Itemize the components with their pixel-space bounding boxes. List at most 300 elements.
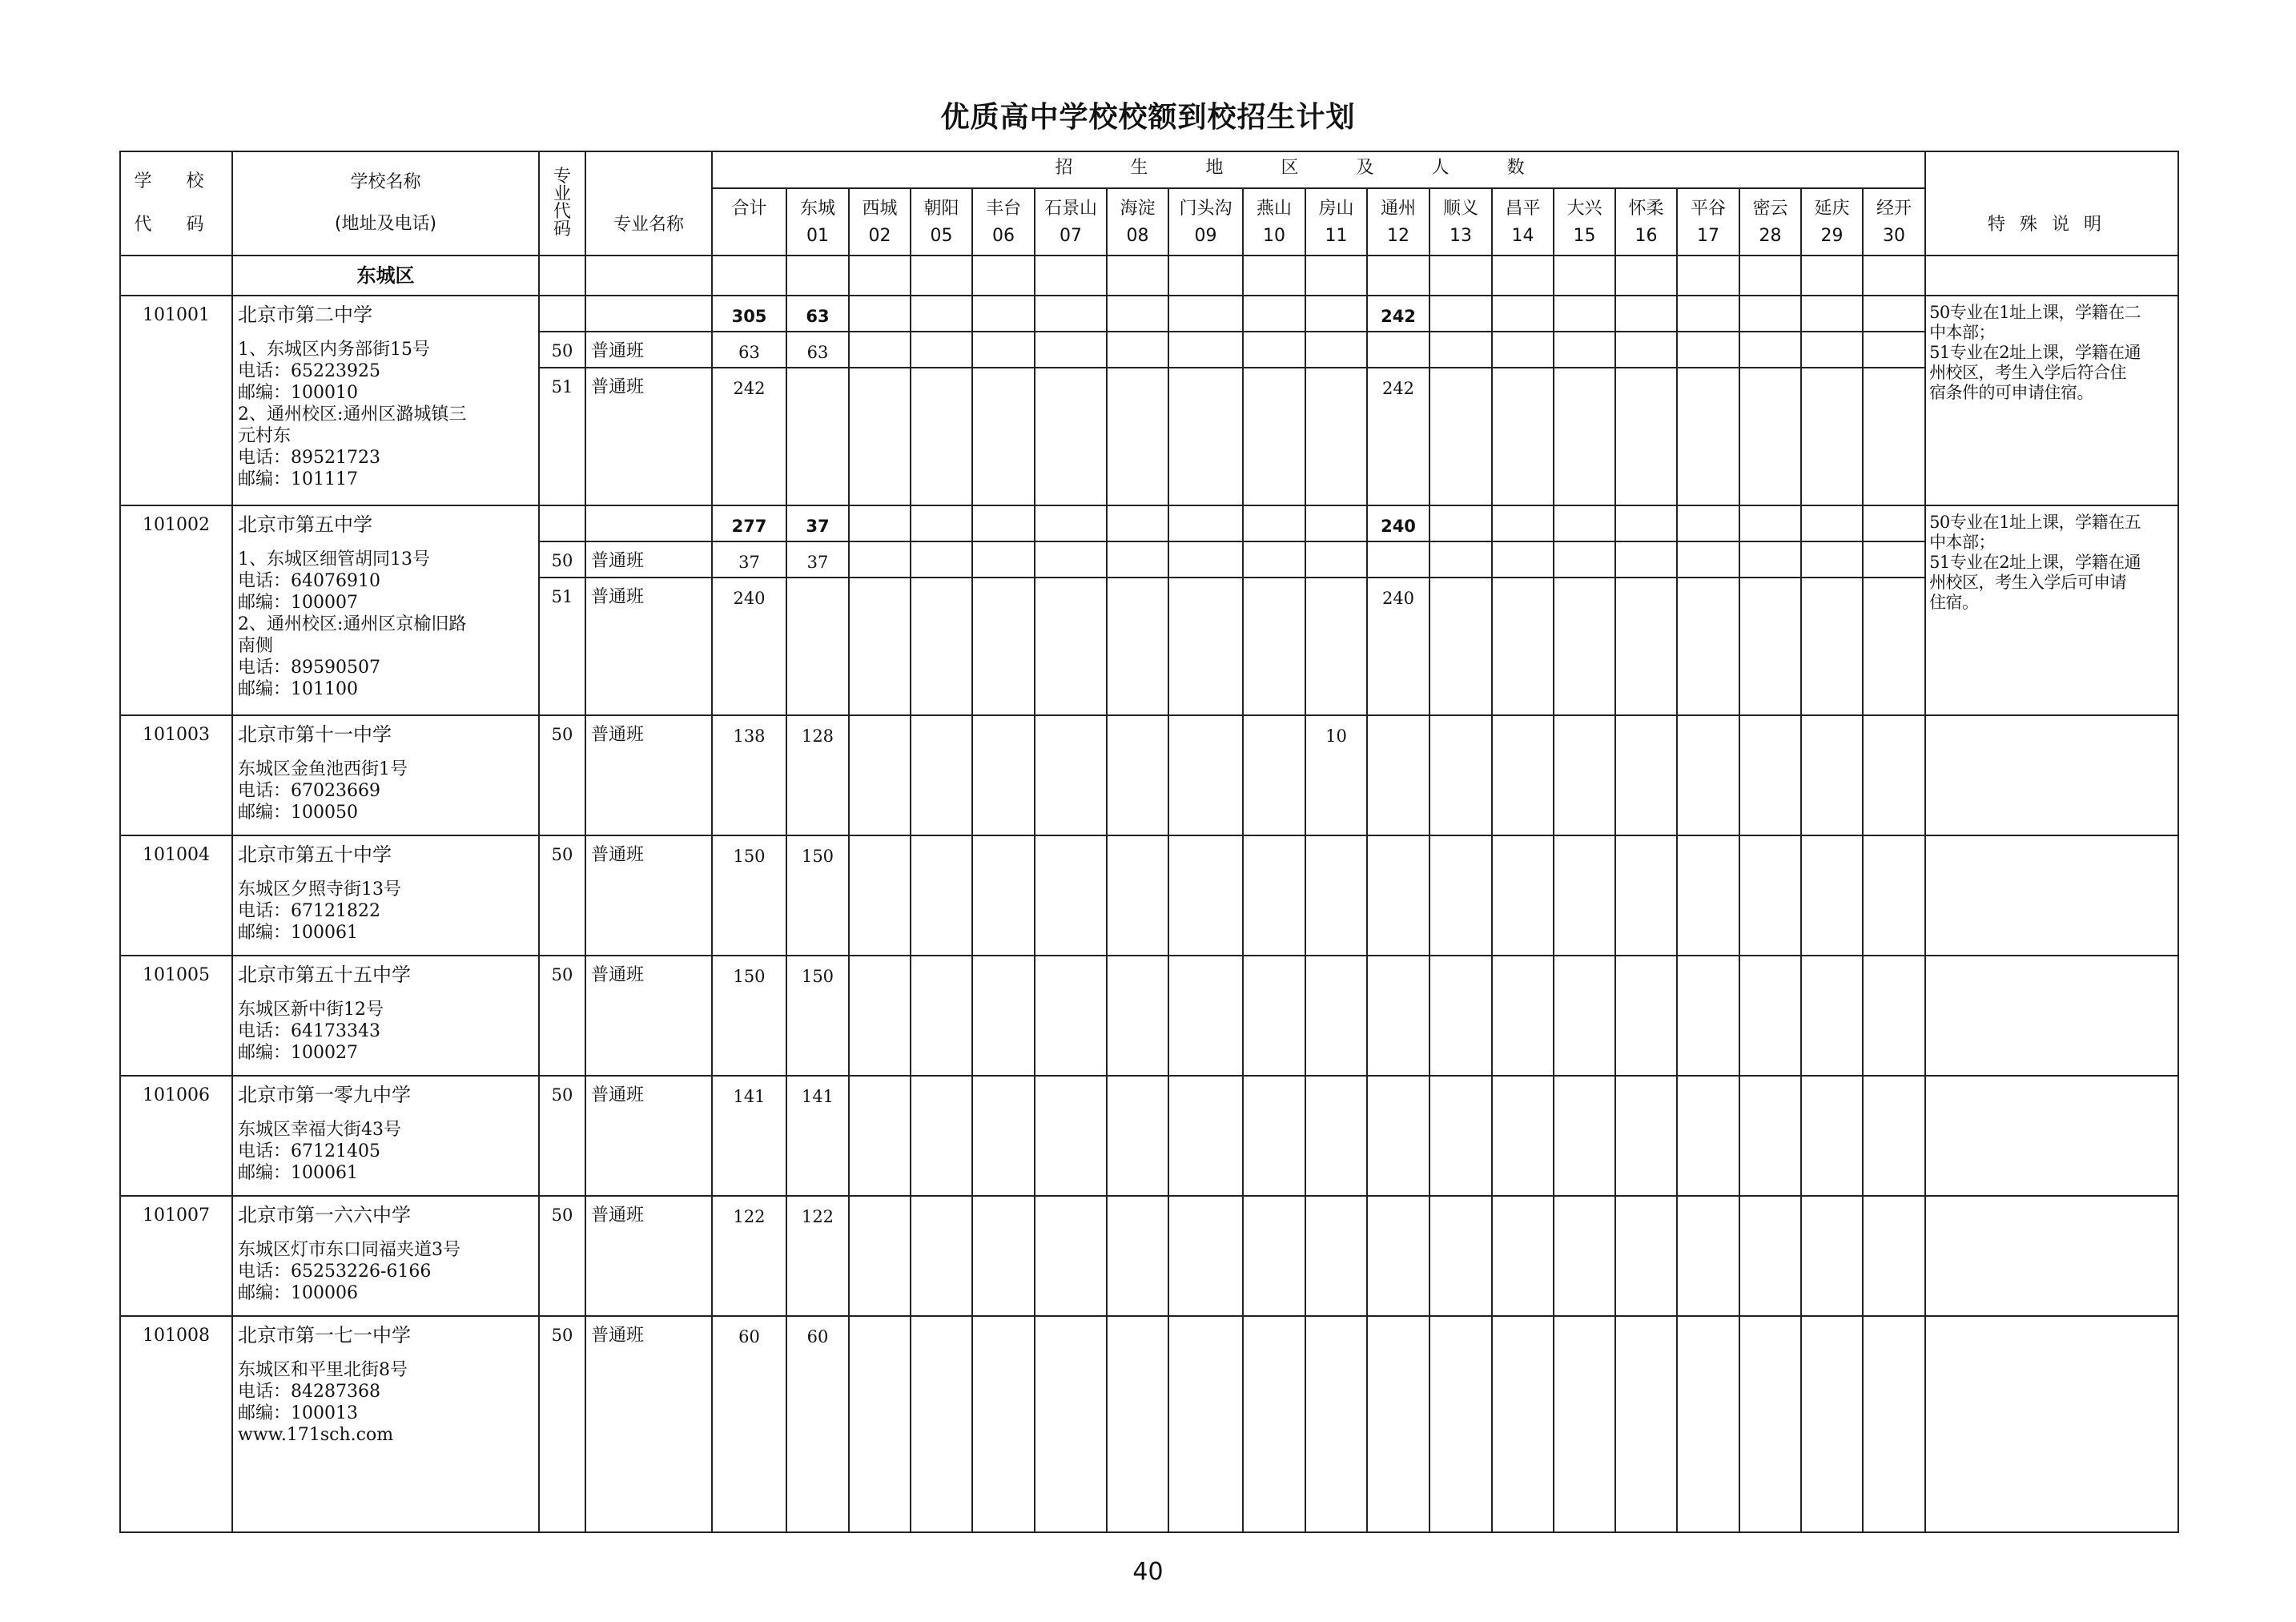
major-name: 普通班 [585,332,712,368]
quota-cell-01: 122 [786,1196,849,1316]
quota-cell-11 [1305,296,1367,332]
quota-cell-13 [1429,1316,1492,1532]
quota-cell-15 [1554,1076,1615,1196]
header-column-code: 17 [1697,226,1719,246]
quota-cell-total: 305 [712,296,786,332]
school-address-line: 电话：64076910 [238,571,380,591]
quota-cell-02 [849,296,911,332]
header-row-top [120,151,2178,188]
quota-cell-01: 60 [786,1316,849,1532]
quota-cell-08 [1107,578,1168,715]
school-info [232,835,539,956]
special-note-line: 州校区，考生入学后符合住 [1929,363,2127,382]
school-address-line: 邮编：100061 [238,923,358,943]
quota-cell-16 [1615,505,1677,541]
school-row [120,1316,2178,1532]
header-column-05 [911,188,972,256]
major-code: 50 [539,332,585,368]
quota-cell-29 [1801,956,1863,1076]
quota-cell-05 [911,1316,972,1532]
header-column-16 [1615,188,1677,256]
quota-cell-12: 240 [1367,505,1429,541]
quota-cell-05 [911,578,972,715]
quota-cell-02 [849,1076,911,1196]
school-info [232,1196,539,1316]
header-column-28 [1739,188,1801,256]
major-code: 50 [539,1076,585,1196]
district-empty-cell [1492,256,1554,296]
quota-cell-11 [1305,578,1367,715]
quota-cell-11 [1305,956,1367,1076]
quota-cell-01: 63 [786,332,849,368]
quota-cell-05 [911,368,972,505]
school-address-line: 邮编：100013 [238,1403,358,1423]
quota-cell-12: 242 [1367,368,1429,505]
quota-cell-14 [1492,1076,1554,1196]
header-column-code: 28 [1759,226,1782,246]
quota-cell-total: 37 [712,541,786,578]
school-row [120,835,2178,956]
special-note-line: 住宿。 [1929,593,1979,612]
special-note [1925,505,2178,715]
quota-cell-01 [786,578,849,715]
special-note-line: 51专业在2址上课，学籍在通 [1929,343,2141,362]
quota-cell-10 [1243,505,1305,541]
quota-cell-10 [1243,956,1305,1076]
major-name [585,296,712,332]
quota-cell-16 [1615,296,1677,332]
major-name: 普通班 [585,1196,712,1316]
quota-cell-total: 63 [712,332,786,368]
quota-cell-05 [911,332,972,368]
header-column-30 [1863,188,1925,256]
district-empty-cell [1677,256,1739,296]
header-column-07 [1035,188,1107,256]
quota-cell-17 [1677,541,1739,578]
quota-cell-16 [1615,1076,1677,1196]
school-address-line: 2、通州校区:通州区潞城镇三 [238,404,467,425]
enrollment-plan-table [119,151,2179,1533]
quota-cell-06 [972,1196,1035,1316]
header-column-name: 怀柔 [1628,199,1664,219]
quota-cell-07 [1035,956,1107,1076]
header-column-code: 09 [1194,226,1217,246]
major-code: 50 [539,715,585,835]
quota-cell-08 [1107,1316,1168,1532]
quota-cell-10 [1243,332,1305,368]
quota-cell-07 [1035,715,1107,835]
quota-cell-total: 150 [712,835,786,956]
school-address-line: 电话：64173343 [238,1021,380,1041]
quota-cell-total: 277 [712,505,786,541]
special-note-line: 州校区，考生入学后可申请 [1929,573,2127,592]
district-empty-cell [1243,256,1305,296]
header-column-13 [1429,188,1492,256]
header-column-name: 延庆 [1814,199,1850,219]
quota-cell-13 [1429,1196,1492,1316]
major-name: 普通班 [585,835,712,956]
major-code: 50 [539,835,585,956]
header-column-code: 08 [1126,226,1149,246]
quota-cell-06 [972,332,1035,368]
quota-cell-15 [1554,715,1615,835]
quota-cell-13 [1429,578,1492,715]
quota-cell-17 [1677,1316,1739,1532]
quota-cell-13 [1429,296,1492,332]
quota-cell-01 [786,368,849,505]
quota-cell-14 [1492,715,1554,835]
school-address-line: 邮编：100027 [238,1043,358,1063]
school-name: 北京市第五中学 [238,513,372,536]
quota-cell-13 [1429,368,1492,505]
quota-cell-17 [1677,505,1739,541]
district-empty-cell [1367,256,1429,296]
quota-cell-12 [1367,1316,1429,1532]
school-address-line: 1、东城区内务部街15号 [238,340,430,360]
quota-cell-14 [1492,296,1554,332]
school-info [232,715,539,835]
quota-cell-15 [1554,1316,1615,1532]
quota-cell-29 [1801,715,1863,835]
quota-cell-01: 150 [786,956,849,1076]
quota-cell-02 [849,1196,911,1316]
quota-cell-07 [1035,332,1107,368]
district-empty-cell [1739,256,1801,296]
quota-cell-28 [1739,505,1801,541]
header-column-name: 丰台 [985,199,1021,219]
quota-cell-11 [1305,1196,1367,1316]
quota-cell-28 [1739,1196,1801,1316]
quota-cell-17 [1677,835,1739,956]
header-column-name: 顺义 [1442,199,1478,219]
school-address-line: 邮编：101117 [238,469,358,489]
quota-cell-11: 10 [1305,715,1367,835]
quota-cell-10 [1243,835,1305,956]
header-column-name: 密云 [1752,199,1788,219]
quota-cell-02 [849,505,911,541]
quota-cell-17 [1677,715,1739,835]
school-address-line: 东城区幸福大街43号 [238,1120,401,1140]
major-code: 50 [539,956,585,1076]
school-address-line: 东城区新中街12号 [238,1000,384,1020]
school-name: 北京市第一六六中学 [238,1204,411,1226]
district-empty-cell [712,256,786,296]
major-code [539,505,585,541]
quota-cell-07 [1035,835,1107,956]
school-address-line: www.171sch.com [238,1425,394,1445]
school-name: 北京市第一七一中学 [238,1324,411,1346]
quota-cell-12: 240 [1367,578,1429,715]
quota-cell-17 [1677,956,1739,1076]
quota-cell-28 [1739,296,1801,332]
quota-cell-09 [1168,578,1243,715]
header-column-code: 29 [1820,226,1844,246]
quota-cell-06 [972,956,1035,1076]
school-address-line: 1、东城区细管胡同13号 [238,549,430,570]
school-address-line: 东城区金鱼池西街1号 [238,759,408,779]
quota-cell-08 [1107,1196,1168,1316]
major-name: 普通班 [585,715,712,835]
quota-cell-17 [1677,1196,1739,1316]
district-empty-cell [911,256,972,296]
quota-cell-11 [1305,1316,1367,1532]
quota-cell-15 [1554,956,1615,1076]
quota-cell-30 [1863,956,1925,1076]
quota-cell-15 [1554,1196,1615,1316]
school-name: 北京市第十一中学 [238,723,392,746]
quota-cell-02 [849,1316,911,1532]
school-address-line: 邮编：100061 [238,1163,358,1183]
major-name [585,505,712,541]
header-column-name: 合计 [731,199,767,219]
header-major-code-char: 专 [553,167,571,187]
header-column-code: 11 [1325,226,1348,246]
quota-cell-12 [1367,956,1429,1076]
quota-cell-16 [1615,1316,1677,1532]
quota-cell-29 [1801,1076,1863,1196]
header-column-name: 通州 [1380,199,1416,219]
quota-cell-08 [1107,332,1168,368]
quota-cell-12 [1367,1076,1429,1196]
header-column-15 [1554,188,1615,256]
quota-cell-08 [1107,715,1168,835]
quota-cell-09 [1168,296,1243,332]
header-column-09 [1168,188,1243,256]
header-major-name [585,151,712,256]
major-code: 50 [539,1196,585,1316]
quota-cell-total: 150 [712,956,786,1076]
header-column-name: 大兴 [1566,199,1602,219]
quota-cell-08 [1107,835,1168,956]
special-note-line: 50专业在1址上课，学籍在二 [1929,303,2141,322]
header-school-code-line: 代 码 [134,215,219,235]
quota-cell-28 [1739,956,1801,1076]
school-code: 101004 [120,835,232,956]
header-column-06 [972,188,1035,256]
school-code: 101006 [120,1076,232,1196]
quota-cell-07 [1035,541,1107,578]
quota-cell-30 [1863,296,1925,332]
school-name: 北京市第五十中学 [238,843,392,866]
district-empty-cell [585,256,712,296]
quota-cell-14 [1492,835,1554,956]
quota-cell-30 [1863,1076,1925,1196]
quota-cell-12: 242 [1367,296,1429,332]
quota-cell-11 [1305,835,1367,956]
major-name: 普通班 [585,1076,712,1196]
quota-cell-09 [1168,368,1243,505]
major-name: 普通班 [585,541,712,578]
quota-cell-28 [1739,368,1801,505]
header-column-code: 07 [1060,226,1082,246]
quota-cell-09 [1168,541,1243,578]
quota-cell-17 [1677,332,1739,368]
quota-cell-14 [1492,332,1554,368]
school-code: 101003 [120,715,232,835]
quota-cell-05 [911,296,972,332]
header-major-code-char: 业 [553,184,571,204]
major-code [539,296,585,332]
quota-cell-17 [1677,368,1739,505]
header-column-name: 燕山 [1256,199,1292,219]
header-region-title-label: 招生地区及人数 [1055,158,1582,178]
school-address-line: 东城区夕照寺街13号 [238,879,401,900]
district-empty-cell [1429,256,1492,296]
school-row [120,1196,2178,1316]
quota-cell-05 [911,541,972,578]
header-column-17 [1677,188,1739,256]
quota-cell-29 [1801,332,1863,368]
quota-cell-13 [1429,541,1492,578]
quota-cell-13 [1429,715,1492,835]
quota-cell-12 [1367,332,1429,368]
header-column-code: 01 [806,226,829,246]
school-address-line: 电话：67121822 [238,901,380,921]
quota-cell-05 [911,1076,972,1196]
school-info [232,505,539,715]
quota-cell-29 [1801,541,1863,578]
quota-cell-08 [1107,505,1168,541]
quota-cell-13 [1429,1076,1492,1196]
quota-cell-17 [1677,1076,1739,1196]
major-code: 51 [539,368,585,505]
quota-cell-29 [1801,505,1863,541]
district-empty-cell [786,256,849,296]
school-address-line: 邮编：100007 [238,593,358,613]
quota-cell-29 [1801,1316,1863,1532]
header-column-01 [786,188,849,256]
school-code: 101002 [120,505,232,715]
quota-cell-13 [1429,505,1492,541]
quota-cell-14 [1492,956,1554,1076]
header-column-name: 门头沟 [1179,199,1232,219]
quota-cell-02 [849,715,911,835]
school-address-line: 电话：65223925 [238,361,380,381]
quota-cell-13 [1429,835,1492,956]
header-column-name: 石景山 [1043,199,1097,219]
special-note [1925,715,2178,835]
header-special-note [1925,151,2178,256]
quota-cell-30 [1863,1196,1925,1316]
quota-cell-14 [1492,368,1554,505]
quota-cell-28 [1739,578,1801,715]
school-address-line: 2、通州校区:通州区京榆旧路 [238,614,467,634]
major-code: 51 [539,578,585,715]
quota-cell-06 [972,835,1035,956]
header-column-name: 朝阳 [923,199,959,219]
header-column-code: 14 [1511,226,1534,246]
quota-cell-06 [972,296,1035,332]
district-empty-cell [972,256,1035,296]
header-major-code-char: 代 [553,202,571,222]
school-row [120,1076,2178,1196]
quota-cell-29 [1801,1196,1863,1316]
header-school-code-line: 学 校 [134,171,219,191]
page-title: 优质高中学校校额到校招生计划 [940,101,1356,134]
quota-cell-06 [972,715,1035,835]
quota-cell-01: 141 [786,1076,849,1196]
district-empty-cell [1801,256,1863,296]
quota-cell-09 [1168,956,1243,1076]
quota-cell-15 [1554,578,1615,715]
school-info [232,296,539,505]
quota-cell-08 [1107,296,1168,332]
header-column-code: 30 [1883,226,1906,246]
header-column-14 [1492,188,1554,256]
quota-cell-28 [1739,1316,1801,1532]
header-major-code [539,151,585,256]
quota-cell-06 [972,368,1035,505]
quota-cell-10 [1243,1316,1305,1532]
special-note [1925,956,2178,1076]
quota-cell-16 [1615,956,1677,1076]
quota-cell-15 [1554,332,1615,368]
quota-cell-28 [1739,835,1801,956]
quota-cell-29 [1801,835,1863,956]
quota-cell-02 [849,835,911,956]
quota-cell-05 [911,835,972,956]
quota-cell-30 [1863,715,1925,835]
quota-cell-11 [1305,332,1367,368]
quota-cell-30 [1863,835,1925,956]
quota-cell-16 [1615,541,1677,578]
district-empty-cell [539,256,585,296]
quota-cell-29 [1801,296,1863,332]
header-school-name-line: 学校名称 [350,172,421,192]
quota-cell-16 [1615,368,1677,505]
header-column-code: 05 [930,226,953,246]
quota-cell-08 [1107,541,1168,578]
quota-cell-01: 128 [786,715,849,835]
header-column-12 [1367,188,1429,256]
school-address-line: 邮编：100010 [238,383,358,403]
quota-cell-06 [972,1316,1035,1532]
quota-cell-09 [1168,505,1243,541]
major-name: 普通班 [585,368,712,505]
quota-cell-30 [1863,1316,1925,1532]
quota-cell-07 [1035,578,1107,715]
quota-cell-10 [1243,296,1305,332]
quota-cell-06 [972,1076,1035,1196]
school-code: 101008 [120,1316,232,1532]
header-column-10 [1243,188,1305,256]
quota-cell-07 [1035,368,1107,505]
quota-cell-05 [911,1196,972,1316]
school-info [232,1076,539,1196]
header-column-name: 房山 [1318,199,1354,219]
quota-cell-09 [1168,1316,1243,1532]
quota-cell-09 [1168,715,1243,835]
header-column-code: 13 [1450,226,1472,246]
quota-cell-15 [1554,296,1615,332]
school-address-line: 邮编：100006 [238,1283,358,1303]
quota-cell-12 [1367,715,1429,835]
school-address-line: 邮编：101100 [238,679,358,699]
quota-cell-02 [849,541,911,578]
header-major-name-label: 专业名称 [613,214,684,235]
quota-cell-13 [1429,956,1492,1076]
major-name: 普通班 [585,1316,712,1532]
header-column-code: 16 [1635,226,1658,246]
quota-cell-10 [1243,578,1305,715]
quota-cell-11 [1305,505,1367,541]
quota-cell-14 [1492,1316,1554,1532]
special-note-line: 50专业在1址上课，学籍在五 [1929,513,2141,532]
quota-cell-total: 141 [712,1076,786,1196]
school-code: 101007 [120,1196,232,1316]
header-special-note-label: 特殊说明 [1988,214,2117,235]
quota-cell-30 [1863,332,1925,368]
